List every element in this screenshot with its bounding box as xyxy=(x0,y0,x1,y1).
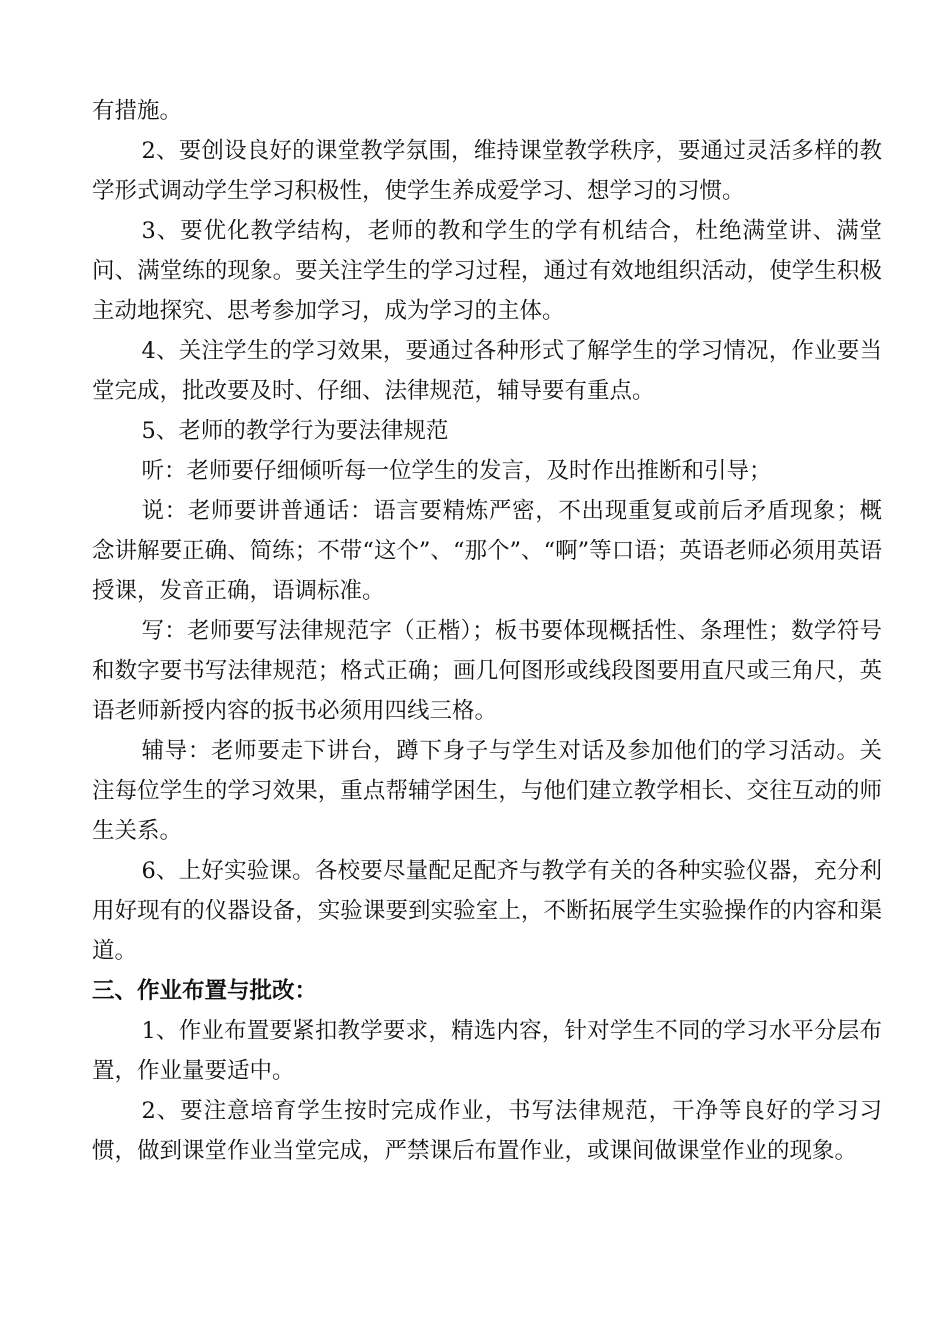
paragraph-homework-1: 1、作业布置要紧扣教学要求，精选内容，针对学生不同的学习水平分层布置，作业量要适中。 xyxy=(92,1018,882,1084)
paragraph-tutor: 辅导：老师要走下讲台，蹲下身子与学生对话及参加他们的学习活动。关注每位学生的学习效果，重点帮辅学困生，与他们建立教学相长、交往互动的师生关系。 xyxy=(92,738,882,844)
paragraph-speak: 说：老师要讲普通话：语言要精炼严密，不出现重复或前后矛盾现象；概念讲解要正确、简练；不带“这个”、“那个”、“啊”等口语；英语老师必须用英语授课，发音正确，语调标准。 xyxy=(92,498,882,604)
document-page xyxy=(92,91,882,1171)
paragraph-homework-2: 2、要注意培育学生按时完成作业，书写法律规范，干净等良好的学习习惯，做到课堂作业当堂完成，严禁课后布置作业，或课间做课堂作业的现象。 xyxy=(92,1098,882,1164)
paragraph-item-2: 2、要创设良好的课堂教学氛围，维持课堂教学秩序，要通过灵活多样的教学形式调动学生学习积极性，使学生养成爱学习、想学习的习惯。 xyxy=(92,138,882,204)
paragraph-item-6: 6、上好实验课。各校要尽量配足配齐与教学有关的各种实验仪器，充分利用好现有的仪器设备，实验课要到实验室上，不断拓展学生实验操作的内容和渠道。 xyxy=(92,858,882,964)
paragraph-item-5: 5、老师的教学行为要法律规范 xyxy=(141,418,449,444)
paragraph-continuation: 有措施。 xyxy=(92,98,183,124)
paragraph-item-3: 3、要优化教学结构，老师的教和学生的学有机结合，杜绝满堂讲、满堂问、满堂练的现象。要关注学生的学习过程，通过有效地组织活动，使学生积极主动地探究、思考参加学习，成为学习的主体。 xyxy=(92,218,882,324)
paragraph-listen: 听：老师要仔细倾听每一位学生的发言，及时作出推断和引导； xyxy=(141,458,772,484)
paragraph-write: 写：老师要写法律规范字（正楷）；板书要体现概括性、条理性；数学符号和数字要书写法律规范；格式正确；画几何图形或线段图要用直尺或三角尺，英语老师新授内容的扳书必须用四线三格。 xyxy=(92,618,882,724)
section-heading-homework: 三、作业布置与批改： xyxy=(92,978,318,1004)
paragraph-item-4: 4、关注学生的学习效果，要通过各种形式了解学生的学习情况，作业要当堂完成，批改要及时、仔细、法律规范，辅导要有重点。 xyxy=(92,338,882,404)
